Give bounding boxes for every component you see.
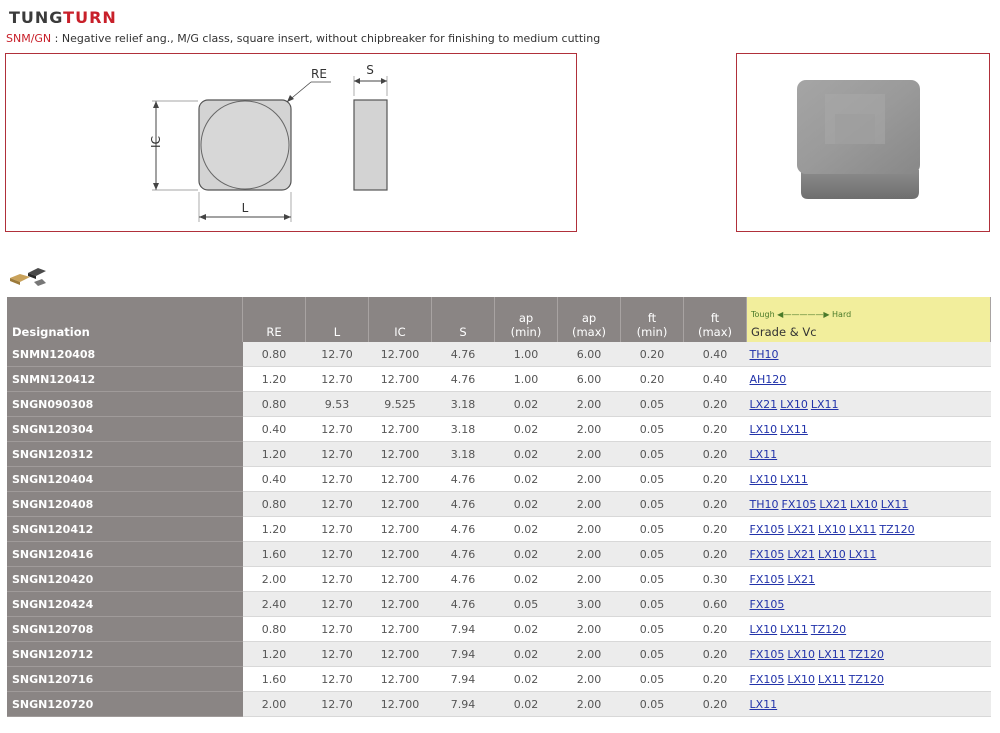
grade-cell bbox=[747, 642, 991, 667]
insert-diagram bbox=[5, 53, 577, 232]
col-ft-max bbox=[684, 297, 747, 342]
grade-link[interactable]: FX105 bbox=[749, 597, 785, 611]
designation-cell: SNGN120712 bbox=[7, 642, 243, 667]
grade-link[interactable]: LX21 bbox=[819, 497, 848, 511]
ft-max-cell: 0.30 bbox=[684, 567, 747, 592]
ft-max-cell: 0.60 bbox=[684, 592, 747, 617]
ic-cell: 12.700 bbox=[369, 342, 432, 367]
table-row bbox=[7, 567, 991, 592]
ft-min-cell: 0.05 bbox=[621, 392, 684, 417]
ft-min-cell: 0.05 bbox=[621, 692, 684, 717]
ft-min-sub: (min) bbox=[636, 325, 668, 339]
ic-cell: 12.700 bbox=[369, 467, 432, 492]
ft-max-cell: 0.20 bbox=[684, 467, 747, 492]
ap-min-cell: 0.02 bbox=[495, 567, 558, 592]
insert-code: SNM/GN bbox=[6, 32, 52, 45]
s-cell: 3.18 bbox=[432, 417, 495, 442]
designation-cell: SNGN120304 bbox=[7, 417, 243, 442]
ft-min-cell: 0.05 bbox=[621, 542, 684, 567]
col-designation: Designation bbox=[7, 297, 243, 342]
insert-type-icon bbox=[8, 266, 48, 294]
grade-link[interactable]: LX21 bbox=[749, 397, 778, 411]
grade-link[interactable]: TZ120 bbox=[848, 672, 884, 686]
ap-max-cell: 2.00 bbox=[558, 642, 621, 667]
ap-min-cell: 0.05 bbox=[495, 592, 558, 617]
ft-min-cell: 0.20 bbox=[621, 342, 684, 367]
grade-cell bbox=[747, 517, 991, 542]
grade-link[interactable]: LX10 bbox=[749, 622, 778, 636]
s-cell: 3.18 bbox=[432, 442, 495, 467]
ft-max-cell: 0.20 bbox=[684, 692, 747, 717]
grade-link[interactable]: LX11 bbox=[780, 622, 808, 636]
ap-min-cell: 1.00 bbox=[495, 367, 558, 392]
designation-cell: SNGN120716 bbox=[7, 667, 243, 692]
grade-cell bbox=[747, 667, 991, 692]
s-cell: 4.76 bbox=[432, 592, 495, 617]
designation-cell: SNMN120412 bbox=[7, 367, 243, 392]
ft-max-cell: 0.20 bbox=[684, 392, 747, 417]
table-row bbox=[7, 342, 991, 367]
re-cell: 2.00 bbox=[243, 567, 306, 592]
ft-min-cell: 0.05 bbox=[621, 592, 684, 617]
re-cell: 0.40 bbox=[243, 417, 306, 442]
ap-min-cell: 0.02 bbox=[495, 617, 558, 642]
s-cell: 4.76 bbox=[432, 567, 495, 592]
grade-cell bbox=[747, 567, 991, 592]
ap-max-label: ap bbox=[581, 311, 597, 325]
insert-spec-table bbox=[7, 297, 991, 717]
ap-max-cell: 2.00 bbox=[558, 617, 621, 642]
insert-photo bbox=[736, 53, 990, 232]
grade-link[interactable]: LX10 bbox=[749, 422, 778, 436]
grade-link[interactable]: LX21 bbox=[787, 547, 816, 561]
ap-min-cell: 1.00 bbox=[495, 342, 558, 367]
designation-cell: SNGN120708 bbox=[7, 617, 243, 642]
l-cell: 12.70 bbox=[306, 542, 369, 567]
col-re: RE bbox=[243, 297, 306, 342]
s-cell: 4.76 bbox=[432, 367, 495, 392]
ap-min-label: ap bbox=[518, 311, 534, 325]
ap-min-cell: 0.02 bbox=[495, 467, 558, 492]
ap-min-cell: 0.02 bbox=[495, 642, 558, 667]
ft-min-cell: 0.05 bbox=[621, 517, 684, 542]
ft-max-cell: 0.20 bbox=[684, 442, 747, 467]
brand-logo bbox=[9, 8, 117, 27]
grade-link[interactable]: LX10 bbox=[850, 497, 878, 511]
re-cell: 0.80 bbox=[243, 342, 306, 367]
s-cell: 3.18 bbox=[432, 392, 495, 417]
ap-min-cell: 0.02 bbox=[495, 442, 558, 467]
ap-max-cell: 2.00 bbox=[558, 517, 621, 542]
l-cell: 12.70 bbox=[306, 492, 369, 517]
ap-max-cell: 2.00 bbox=[558, 692, 621, 717]
insert-description: : Negative relief ang., M/G class, square insert, without chipbreaker for finishing to medium cutting bbox=[51, 32, 601, 45]
grade-link[interactable]: FX105 bbox=[749, 522, 785, 536]
grade-cell bbox=[747, 442, 991, 467]
grade-link[interactable]: LX10 bbox=[818, 522, 846, 536]
grade-cell bbox=[747, 392, 991, 417]
l-cell: 12.70 bbox=[306, 617, 369, 642]
re-cell: 1.20 bbox=[243, 442, 306, 467]
grade-link[interactable]: LX10 bbox=[787, 647, 816, 661]
ft-max-cell: 0.20 bbox=[684, 417, 747, 442]
s-cell: 4.76 bbox=[432, 342, 495, 367]
l-cell: 12.70 bbox=[306, 417, 369, 442]
ft-min-cell: 0.05 bbox=[621, 417, 684, 442]
ft-min-cell: 0.20 bbox=[621, 367, 684, 392]
tough-label: Tough bbox=[751, 310, 775, 319]
re-cell: 1.20 bbox=[243, 367, 306, 392]
table-header-row bbox=[7, 297, 991, 342]
table-row bbox=[7, 617, 991, 642]
ic-cell: 12.700 bbox=[369, 517, 432, 542]
ft-min-cell: 0.05 bbox=[621, 617, 684, 642]
ft-max-cell: 0.40 bbox=[684, 342, 747, 367]
grade-label: Grade & Vc bbox=[751, 325, 817, 339]
grade-link[interactable]: LX11 bbox=[780, 422, 808, 436]
col-ic: IC bbox=[369, 297, 432, 342]
ap-max-cell: 2.00 bbox=[558, 492, 621, 517]
s-cell: 4.76 bbox=[432, 542, 495, 567]
ft-max-cell: 0.20 bbox=[684, 542, 747, 567]
ap-min-cell: 0.02 bbox=[495, 517, 558, 542]
l-label: L bbox=[241, 201, 249, 215]
grade-link[interactable]: TZ120 bbox=[810, 622, 847, 636]
grade-link[interactable]: FX105 bbox=[749, 647, 785, 661]
re-cell: 0.40 bbox=[243, 467, 306, 492]
grade-link[interactable]: LX11 bbox=[810, 397, 839, 411]
insert-render bbox=[737, 54, 989, 231]
re-cell: 1.60 bbox=[243, 542, 306, 567]
ic-cell: 12.700 bbox=[369, 442, 432, 467]
ap-min-cell: 0.02 bbox=[495, 542, 558, 567]
grade-link[interactable]: LX10 bbox=[749, 472, 778, 486]
ap-min-cell: 0.02 bbox=[495, 667, 558, 692]
ft-max-cell: 0.20 bbox=[684, 642, 747, 667]
brand-part1: TUNG bbox=[9, 8, 64, 27]
grade-cell bbox=[747, 367, 991, 392]
ic-cell: 9.525 bbox=[369, 392, 432, 417]
re-cell: 1.20 bbox=[243, 517, 306, 542]
designation-cell: SNGN120424 bbox=[7, 592, 243, 617]
grade-link[interactable]: FX105 bbox=[749, 547, 785, 561]
designation-cell: SNGN120312 bbox=[7, 442, 243, 467]
grade-link[interactable]: LX11 bbox=[848, 522, 877, 536]
grade-cell bbox=[747, 617, 991, 642]
ic-cell: 12.700 bbox=[369, 617, 432, 642]
ap-max-cell: 2.00 bbox=[558, 567, 621, 592]
designation-cell: SNGN120404 bbox=[7, 467, 243, 492]
ap-min-cell: 0.02 bbox=[495, 392, 558, 417]
designation-cell: SNGN120720 bbox=[7, 692, 243, 717]
grade-link[interactable]: LX11 bbox=[880, 497, 909, 511]
ic-cell: 12.700 bbox=[369, 642, 432, 667]
l-cell: 12.70 bbox=[306, 692, 369, 717]
re-cell: 2.40 bbox=[243, 592, 306, 617]
grade-link[interactable]: LX11 bbox=[749, 697, 778, 711]
re-cell: 2.00 bbox=[243, 692, 306, 717]
table-row bbox=[7, 692, 991, 717]
grade-link[interactable]: TH10 bbox=[749, 497, 779, 511]
l-cell: 12.70 bbox=[306, 342, 369, 367]
re-label: RE bbox=[311, 67, 327, 81]
ap-max-cell: 2.00 bbox=[558, 442, 621, 467]
hard-label: Hard bbox=[832, 310, 852, 319]
col-grade bbox=[747, 297, 991, 342]
ft-max-cell: 0.20 bbox=[684, 492, 747, 517]
re-cell: 0.80 bbox=[243, 392, 306, 417]
table-row bbox=[7, 392, 991, 417]
l-cell: 12.70 bbox=[306, 642, 369, 667]
grade-cell bbox=[747, 492, 991, 517]
col-ap-min bbox=[495, 297, 558, 342]
ft-max-label: ft bbox=[710, 311, 720, 325]
ic-cell: 12.700 bbox=[369, 492, 432, 517]
grade-link[interactable]: LX11 bbox=[749, 447, 778, 461]
table-row bbox=[7, 517, 991, 542]
l-cell: 12.70 bbox=[306, 592, 369, 617]
table-row bbox=[7, 442, 991, 467]
ic-cell: 12.700 bbox=[369, 692, 432, 717]
s-cell: 7.94 bbox=[432, 692, 495, 717]
s-cell: 7.94 bbox=[432, 617, 495, 642]
l-cell: 12.70 bbox=[306, 442, 369, 467]
grade-link[interactable]: TZ120 bbox=[879, 522, 915, 536]
ap-min-cell: 0.02 bbox=[495, 492, 558, 517]
ft-min-cell: 0.05 bbox=[621, 567, 684, 592]
grade-cell bbox=[747, 692, 991, 717]
ap-min-cell: 0.02 bbox=[495, 417, 558, 442]
designation-cell: SNMN120408 bbox=[7, 342, 243, 367]
s-cell: 4.76 bbox=[432, 517, 495, 542]
grade-link[interactable]: LX10 bbox=[787, 672, 816, 686]
tough-hard-scale: Tough ◀—————▶ Hard bbox=[751, 310, 852, 319]
ic-cell: 12.700 bbox=[369, 417, 432, 442]
designation-cell: SNGN120408 bbox=[7, 492, 243, 517]
ft-min-label: ft bbox=[647, 311, 657, 325]
col-ap-max bbox=[558, 297, 621, 342]
designation-cell: SNGN090308 bbox=[7, 392, 243, 417]
ic-cell: 12.700 bbox=[369, 592, 432, 617]
grade-link[interactable]: AH120 bbox=[749, 372, 787, 386]
ap-min-sub: (min) bbox=[510, 325, 542, 339]
ic-label: IC bbox=[149, 136, 163, 148]
l-cell: 12.70 bbox=[306, 567, 369, 592]
ic-cell: 12.700 bbox=[369, 542, 432, 567]
grade-cell bbox=[747, 417, 991, 442]
ft-min-cell: 0.05 bbox=[621, 642, 684, 667]
s-cell: 7.94 bbox=[432, 667, 495, 692]
ic-cell: 12.700 bbox=[369, 567, 432, 592]
table-row bbox=[7, 542, 991, 567]
ft-max-cell: 0.40 bbox=[684, 367, 747, 392]
col-s: S bbox=[432, 297, 495, 342]
ap-max-cell: 3.00 bbox=[558, 592, 621, 617]
ap-min-cell: 0.02 bbox=[495, 692, 558, 717]
col-l: L bbox=[306, 297, 369, 342]
ap-max-cell: 2.00 bbox=[558, 542, 621, 567]
insert-drawing bbox=[6, 54, 576, 231]
grade-link[interactable]: FX105 bbox=[781, 497, 817, 511]
grade-link[interactable]: TH10 bbox=[749, 347, 779, 361]
ap-max-cell: 2.00 bbox=[558, 667, 621, 692]
grade-link[interactable]: LX10 bbox=[818, 547, 846, 561]
l-cell: 12.70 bbox=[306, 517, 369, 542]
brand-part2: TURN bbox=[63, 8, 117, 27]
re-cell: 0.80 bbox=[243, 492, 306, 517]
grade-link[interactable]: LX21 bbox=[787, 522, 816, 536]
ap-max-sub: (max) bbox=[571, 325, 607, 339]
grade-cell bbox=[747, 592, 991, 617]
grade-cell bbox=[747, 342, 991, 367]
ft-min-cell: 0.05 bbox=[621, 492, 684, 517]
grade-cell bbox=[747, 467, 991, 492]
grade-link[interactable]: LX11 bbox=[818, 647, 846, 661]
ap-max-cell: 2.00 bbox=[558, 392, 621, 417]
ap-max-cell: 2.00 bbox=[558, 417, 621, 442]
grade-link[interactable]: TZ120 bbox=[848, 647, 884, 661]
ap-max-cell: 6.00 bbox=[558, 367, 621, 392]
ap-max-cell: 2.00 bbox=[558, 467, 621, 492]
l-cell: 12.70 bbox=[306, 667, 369, 692]
grade-link[interactable]: LX11 bbox=[848, 547, 877, 561]
s-cell: 4.76 bbox=[432, 467, 495, 492]
table-row bbox=[7, 492, 991, 517]
ft-min-cell: 0.05 bbox=[621, 467, 684, 492]
ft-max-cell: 0.20 bbox=[684, 667, 747, 692]
designation-cell: SNGN120416 bbox=[7, 542, 243, 567]
page-subtitle bbox=[6, 32, 600, 45]
grade-link[interactable]: LX11 bbox=[780, 472, 808, 486]
ic-cell: 12.700 bbox=[369, 667, 432, 692]
re-cell: 0.80 bbox=[243, 617, 306, 642]
s-cell: 4.76 bbox=[432, 492, 495, 517]
grade-cell bbox=[747, 542, 991, 567]
table-row bbox=[7, 417, 991, 442]
l-cell: 9.53 bbox=[306, 392, 369, 417]
grade-link[interactable]: FX105 bbox=[749, 572, 785, 586]
s-label: S bbox=[366, 63, 374, 77]
re-cell: 1.20 bbox=[243, 642, 306, 667]
ft-min-cell: 0.05 bbox=[621, 442, 684, 467]
table-row bbox=[7, 467, 991, 492]
designation-cell: SNGN120412 bbox=[7, 517, 243, 542]
ft-min-cell: 0.05 bbox=[621, 667, 684, 692]
re-cell: 1.60 bbox=[243, 667, 306, 692]
grade-link[interactable]: LX10 bbox=[780, 397, 808, 411]
grade-link[interactable]: LX21 bbox=[787, 572, 816, 586]
l-cell: 12.70 bbox=[306, 467, 369, 492]
col-ft-min bbox=[621, 297, 684, 342]
table-row bbox=[7, 367, 991, 392]
ft-max-cell: 0.20 bbox=[684, 517, 747, 542]
grade-link[interactable]: LX11 bbox=[818, 672, 846, 686]
table-row bbox=[7, 592, 991, 617]
table-row bbox=[7, 642, 991, 667]
ft-max-sub: (max) bbox=[697, 325, 733, 339]
ic-cell: 12.700 bbox=[369, 367, 432, 392]
grade-link[interactable]: FX105 bbox=[749, 672, 785, 686]
ap-max-cell: 6.00 bbox=[558, 342, 621, 367]
s-cell: 7.94 bbox=[432, 642, 495, 667]
l-cell: 12.70 bbox=[306, 367, 369, 392]
designation-cell: SNGN120420 bbox=[7, 567, 243, 592]
table-row bbox=[7, 667, 991, 692]
ft-max-cell: 0.20 bbox=[684, 617, 747, 642]
